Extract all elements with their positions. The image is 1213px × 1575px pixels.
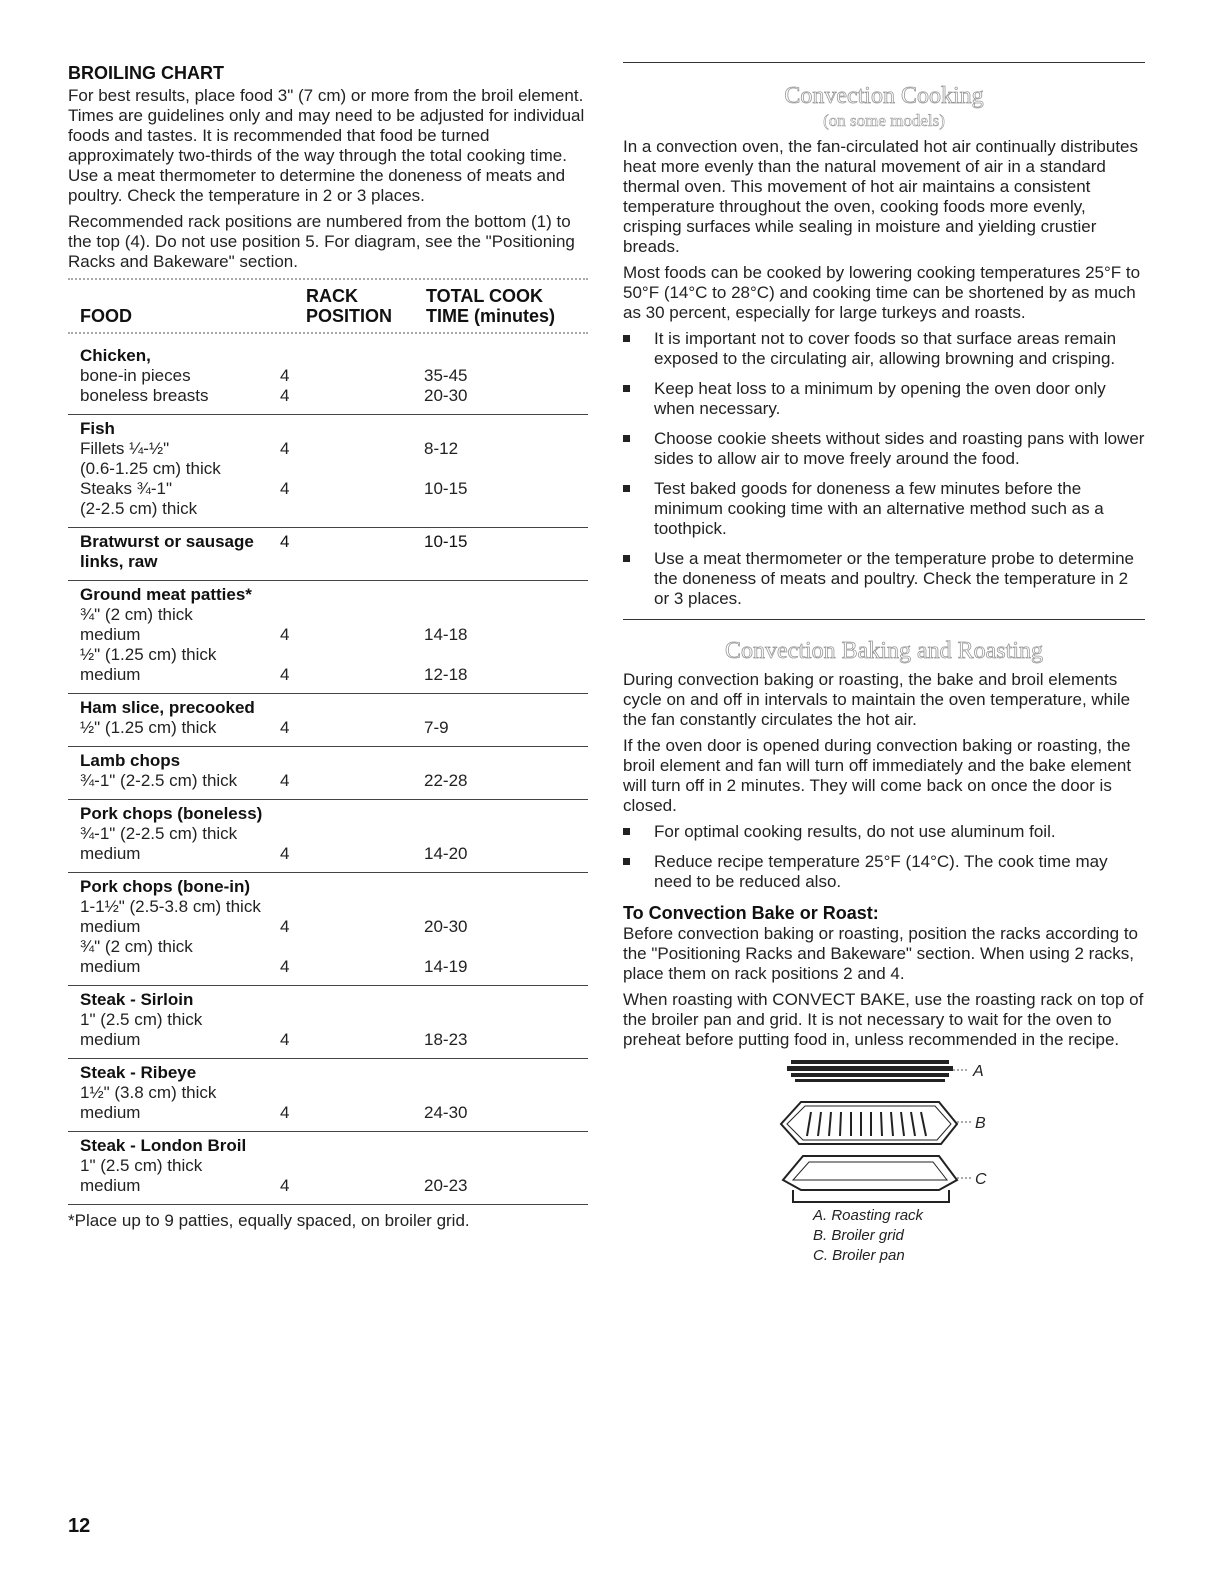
roasting-rack-drawing bbox=[787, 1060, 969, 1082]
table-row bbox=[80, 645, 588, 665]
rack-position-cell: 4 bbox=[280, 479, 290, 498]
broiler-pan-illustration bbox=[623, 1056, 1145, 1206]
label-a: A bbox=[973, 1063, 984, 1080]
table-row bbox=[80, 665, 588, 685]
label-c: C bbox=[975, 1171, 987, 1188]
food-category: Pork chops (boneless) bbox=[80, 804, 263, 823]
food-category: Steak - Ribeye bbox=[80, 1063, 197, 1082]
rack-position-cell: 4 bbox=[280, 439, 290, 458]
rack-position-cell: 4 bbox=[280, 917, 290, 936]
food-cell: ½" (1.25 cm) thick bbox=[80, 645, 217, 664]
rack-position-cell: 4 bbox=[280, 957, 290, 976]
table-row bbox=[80, 771, 588, 791]
table-group-title-row bbox=[80, 552, 588, 572]
table-row bbox=[80, 824, 588, 844]
table-group-title-row bbox=[80, 585, 588, 605]
baking-tip-item: Reduce recipe temperature 25°F (14°C). The cook time may need to be reduced also. bbox=[623, 852, 1145, 892]
table-group bbox=[68, 581, 588, 694]
food-cell: 1" (2.5 cm) thick bbox=[80, 1010, 203, 1029]
cook-time-cell: 7-9 bbox=[424, 718, 449, 737]
food-category: Pork chops (bone-in) bbox=[80, 877, 250, 896]
rack-position-cell: 4 bbox=[280, 665, 290, 684]
header-time-line1: TOTAL COOK bbox=[426, 286, 543, 306]
baking-tip-item: For optimal cooking results, do not use aluminum foil. bbox=[623, 822, 1145, 842]
food-category: Bratwurst or sausage bbox=[80, 532, 254, 551]
food-cell: 1" (2.5 cm) thick bbox=[80, 1156, 203, 1175]
caption-roasting-rack: A. Roasting rack bbox=[813, 1207, 924, 1224]
broiling-intro-paragraph: For best results, place food 3" (7 cm) or more from the broil element. Times are guidelines only and may need to be adjusted for individual foods and tastes. It is recommended that food be turned approximately two-thirds of the way through the total cooking time. Use a meat thermometer to determine the doneness of meats and poultry. Check the temperature in 2 or 3 places. bbox=[68, 86, 585, 205]
food-cell: ¾-1" (2-2.5 cm) thick bbox=[80, 771, 238, 790]
table-group bbox=[68, 1059, 588, 1132]
table-row bbox=[80, 1103, 588, 1123]
table-row bbox=[80, 1156, 588, 1176]
table-group-title-row bbox=[80, 1136, 588, 1156]
table-row bbox=[80, 386, 588, 406]
header-food: FOOD bbox=[80, 306, 132, 326]
convection-cooking-title: Convection Cooking bbox=[784, 83, 984, 109]
food-cell: boneless breasts bbox=[80, 386, 209, 405]
food-cell: medium bbox=[80, 1176, 141, 1195]
rack-position-cell: 4 bbox=[280, 771, 290, 790]
food-cell: bone-in pieces bbox=[80, 366, 191, 385]
food-category: Ham slice, precooked bbox=[80, 698, 255, 717]
rack-position-cell: 4 bbox=[280, 718, 290, 737]
table-group bbox=[68, 873, 588, 986]
rack-position-cell: 4 bbox=[280, 1103, 290, 1122]
table-group bbox=[68, 415, 588, 528]
table-group bbox=[68, 747, 588, 800]
table-group bbox=[68, 694, 588, 747]
rack-position-cell: 4 bbox=[280, 1030, 290, 1049]
food-cell: ¾" (2 cm) thick bbox=[80, 937, 193, 956]
rack-position-cell: 4 bbox=[280, 532, 290, 551]
baking-cycle-paragraph: During convection baking or roasting, the bake and broil elements cycle on and off in intervals to maintain the oven temperature, while the fan constantly circulates the hot air. bbox=[623, 670, 1131, 729]
convection-bake-heading: To Convection Bake or Roast: bbox=[623, 903, 879, 923]
food-cell: 1½" (3.8 cm) thick bbox=[80, 1083, 217, 1102]
diagram-captions bbox=[813, 1206, 1145, 1266]
table-group-title-row bbox=[80, 990, 588, 1010]
table-row bbox=[80, 937, 588, 957]
food-cell: ¾" (2 cm) thick bbox=[80, 605, 193, 624]
table-row bbox=[80, 1083, 588, 1103]
convection-tip-item: Use a meat thermometer or the temperature probe to determine the doneness of meats and poultry. Check the temperature in 2 or 3 places. bbox=[623, 549, 1145, 609]
table-row bbox=[80, 1176, 588, 1196]
rack-position-cell: 4 bbox=[280, 366, 290, 385]
food-cell: medium bbox=[80, 1030, 141, 1049]
table-group-title-row bbox=[80, 532, 588, 552]
broiler-pan-drawing bbox=[783, 1156, 971, 1202]
table-group bbox=[68, 1132, 588, 1205]
broiling-chart-heading: BROILING CHART bbox=[68, 63, 224, 83]
broiling-chart-column bbox=[68, 62, 588, 1231]
table-group-title-row bbox=[80, 346, 588, 366]
table-row bbox=[80, 957, 588, 977]
food-category: Chicken, bbox=[80, 346, 151, 365]
food-cell: medium bbox=[80, 844, 141, 863]
convection-temperature-paragraph: Most foods can be cooked by lowering cooking temperatures 25°F to 50°F (14°C to 28°C) and cooking time can be shortened by as much as 30 percent, especially for large turkeys and roasts. bbox=[623, 263, 1141, 322]
convection-tip-item: Test baked goods for doneness a few minutes before the minimum cooking time with an alternative method such as a toothpick. bbox=[623, 479, 1145, 539]
table-group bbox=[68, 338, 588, 415]
table-row bbox=[80, 459, 588, 479]
food-cell: medium bbox=[80, 917, 141, 936]
rack-position-paragraph: Before convection baking or roasting, position the racks according to the "Positioning Racks and Bakeware" section. When using 2 racks, place them on rack positions 2 and 4. bbox=[623, 924, 1139, 983]
label-b: B bbox=[975, 1115, 986, 1132]
roasting-paragraph: When roasting with CONVECT BAKE, use the roasting rack on top of the broiler pan and grid. It is not necessary to wait for the oven to preheat before putting food in, unless recommended in the recipe. bbox=[623, 990, 1144, 1049]
section-rule-middle bbox=[623, 619, 1145, 620]
table-row bbox=[80, 718, 588, 738]
table-group-title-row bbox=[80, 804, 588, 824]
table-group-title-row bbox=[80, 698, 588, 718]
food-cell: ¾-1" (2-2.5 cm) thick bbox=[80, 824, 238, 843]
food-category: links, raw bbox=[80, 552, 158, 571]
convection-baking-title: Convection Baking and Roasting bbox=[725, 638, 1043, 664]
cook-time-cell: 14-19 bbox=[424, 957, 468, 976]
cook-time-cell: 10-15 bbox=[424, 532, 468, 551]
convection-intro-paragraph: In a convection oven, the fan-circulated hot air continually distributes heat more evenly than the natural movement of air in a standard thermal oven. This movement of hot air maintains a consistent temperature throughout the oven, cooking foods more evenly, crisping surfaces while sealing in moisture and yielding crustier breads. bbox=[623, 137, 1139, 256]
header-rack-position bbox=[306, 286, 392, 326]
food-category: Lamb chops bbox=[80, 751, 181, 770]
table-row bbox=[80, 897, 588, 917]
caption-broiler-pan: C. Broiler pan bbox=[813, 1247, 905, 1264]
cook-time-cell: 10-15 bbox=[424, 479, 468, 498]
table-group-title-row bbox=[80, 751, 588, 771]
convection-tip-item: Choose cookie sheets without sides and roasting pans with lower sides to allow air to move freely around the food. bbox=[623, 429, 1145, 469]
section-rule-top bbox=[623, 62, 1145, 63]
broiler-grid-drawing bbox=[781, 1102, 971, 1144]
food-cell: ½" (1.25 cm) thick bbox=[80, 718, 217, 737]
food-category: Steak - Sirloin bbox=[80, 990, 194, 1009]
table-row bbox=[80, 605, 588, 625]
food-category: Fish bbox=[80, 419, 115, 438]
cook-time-cell: 20-30 bbox=[424, 386, 468, 405]
table-group-title-row bbox=[80, 419, 588, 439]
table-group-title-row bbox=[80, 1063, 588, 1083]
convection-tip-item: Keep heat loss to a minimum by opening the oven door only when necessary. bbox=[623, 379, 1145, 419]
convection-tip-item: It is important not to cover foods so that surface areas remain exposed to the circulating air, allowing browning and crisping. bbox=[623, 329, 1145, 369]
food-category: Steak - London Broil bbox=[80, 1136, 247, 1155]
rack-position-cell: 4 bbox=[280, 625, 290, 644]
page-number: 12 bbox=[68, 1515, 91, 1537]
header-rack-line1: RACK bbox=[306, 286, 358, 306]
rack-positions-paragraph: Recommended rack positions are numbered from the bottom (1) to the top (4). Do not use position 5. For diagram, see the "Positioning Racks and Bakeware" section. bbox=[68, 212, 575, 271]
food-cell: Fillets ¼-½" bbox=[80, 439, 170, 458]
cook-time-cell: 12-18 bbox=[424, 665, 468, 684]
table-group bbox=[68, 800, 588, 873]
table-row bbox=[80, 499, 588, 519]
table-row bbox=[80, 844, 588, 864]
table-row bbox=[80, 479, 588, 499]
table-group bbox=[68, 528, 588, 581]
table-row bbox=[80, 366, 588, 386]
table-group-title-row bbox=[80, 877, 588, 897]
convection-column bbox=[623, 62, 1145, 1266]
table-top-divider bbox=[68, 278, 588, 280]
baking-tips-list bbox=[623, 822, 1145, 892]
food-cell: medium bbox=[80, 625, 141, 644]
broiling-table-header bbox=[68, 284, 588, 328]
cook-time-cell: 18-23 bbox=[424, 1030, 468, 1049]
header-total-cook-time bbox=[426, 286, 555, 326]
food-cell: (2-2.5 cm) thick bbox=[80, 499, 198, 518]
cook-time-cell: 14-18 bbox=[424, 625, 468, 644]
food-cell: medium bbox=[80, 957, 141, 976]
convection-cooking-subtitle: (on some models) bbox=[823, 111, 945, 130]
table-row bbox=[80, 1010, 588, 1030]
rack-position-cell: 4 bbox=[280, 386, 290, 405]
header-rack-line2: POSITION bbox=[306, 306, 393, 326]
cook-time-cell: 24-30 bbox=[424, 1103, 468, 1122]
cook-time-cell: 22-28 bbox=[424, 771, 468, 790]
table-row bbox=[80, 625, 588, 645]
broiling-table-body bbox=[68, 338, 588, 1205]
patties-footnote: *Place up to 9 patties, equally spaced, on broiler grid. bbox=[68, 1211, 470, 1230]
caption-broiler-grid: B. Broiler grid bbox=[813, 1227, 904, 1244]
cook-time-cell: 14-20 bbox=[424, 844, 468, 863]
rack-position-cell: 4 bbox=[280, 1176, 290, 1195]
food-category: Ground meat patties* bbox=[80, 585, 252, 604]
food-cell: Steaks ¾-1" bbox=[80, 479, 173, 498]
table-row bbox=[80, 439, 588, 459]
cook-time-cell: 8-12 bbox=[424, 439, 459, 458]
cook-time-cell: 20-23 bbox=[424, 1176, 468, 1195]
table-row bbox=[80, 917, 588, 937]
food-cell: medium bbox=[80, 1103, 141, 1122]
cook-time-cell: 35-45 bbox=[424, 366, 468, 385]
header-time-line2: TIME (minutes) bbox=[426, 306, 555, 326]
table-header-divider bbox=[68, 332, 588, 334]
food-cell: (0.6-1.25 cm) thick bbox=[80, 459, 221, 478]
rack-position-cell: 4 bbox=[280, 844, 290, 863]
table-row bbox=[80, 1030, 588, 1050]
convection-tips-list bbox=[623, 329, 1145, 609]
door-opened-paragraph: If the oven door is opened during convection baking or roasting, the broil element and fan will turn off immediately and the bake element will turn off in 2 minutes. They will come back on once the door is closed. bbox=[623, 736, 1132, 815]
food-cell: 1-1½" (2.5-3.8 cm) thick bbox=[80, 897, 261, 916]
table-group bbox=[68, 986, 588, 1059]
cook-time-cell: 20-30 bbox=[424, 917, 468, 936]
broiler-pan-diagram bbox=[623, 1056, 1145, 1206]
food-cell: medium bbox=[80, 665, 141, 684]
